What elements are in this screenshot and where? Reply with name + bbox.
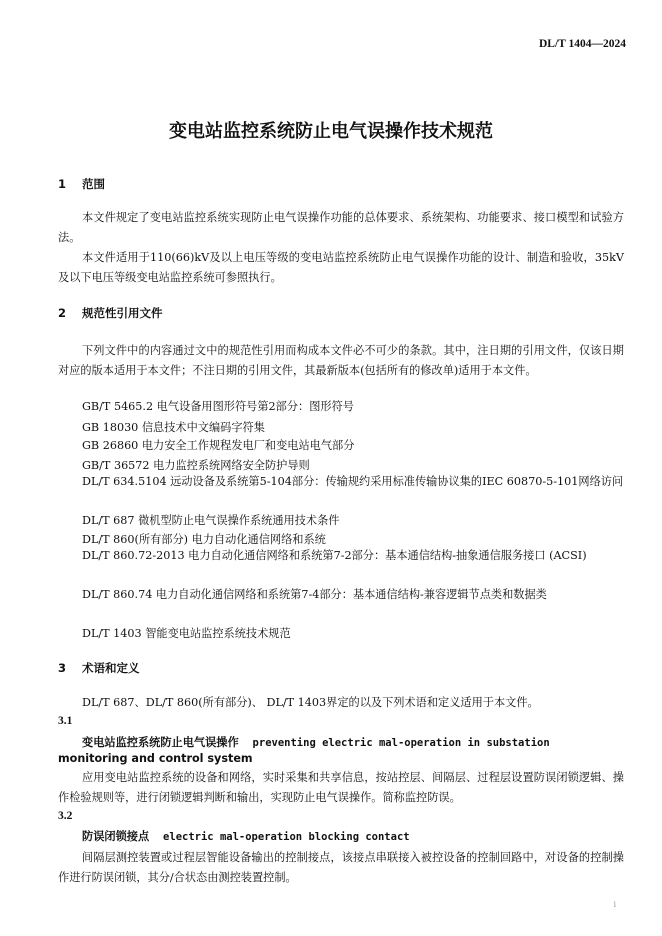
reference-item: DL/T 687 微机型防止电气误操作系统通用技术条件 [82,514,340,527]
reference-item: DL/T 1403 智能变电站监控系统技术规范 [82,627,291,640]
term-definition: 间隔层测控装置或过程层智能设备输出的控制接点，该接点串联接入被控设备的控制回路中，对设备的控制操作进行防误闭锁，其分/合状态由测控装置控制。 [58,851,624,884]
term-definition: 应用变电站监控系统的设备和网络，实时采集和共享信息，按站控层、间隔层、过程层设置防误闭锁逻辑、操作检验规则等，进行闭锁逻辑判断和输出，实现防止电气误操作。简称监控防误。 [58,771,624,804]
section-number: 3 [58,661,67,675]
scope-paragraph: 本文件适用于110(66)kV及以上电压等级的变电站监控系统防止电气误操作功能的设计、制造和验收，35kV及以下电压等级变电站监控系统可参照执行。 [58,251,624,284]
section-3-heading [58,660,140,676]
term-english-continued: monitoring and control system [58,752,253,765]
reference-item: GB 18030 信息技术中文编码字符集 [82,421,265,434]
term-english: electric mal-operation blocking contact [163,831,410,843]
reference-item: DL/T 860.74 电力自动化通信网络和系统第7-4部分：基本通信结构-兼容逻辑节点类和数据类 [82,588,547,601]
normative-references-intro: 下列文件中的内容通过文中的规范性引用而构成本文件必不可少的条款。其中，注日期的引用文件，仅该日期对应的版本适用于本文件；不注日期的引用文件，其最新版本(包括所有的修改单)适用于本文件。 [58,344,624,377]
reference-item: GB/T 36572 电力监控系统网络安全防护导则 [82,459,310,472]
term-chinese: 防误闭锁接点 [82,830,150,843]
term-heading [82,828,410,844]
term-english: preventing electric mal-operation in substation [252,737,550,749]
section-2-heading [58,305,163,321]
scope-paragraph: 本文件规定了变电站监控系统实现防止电气误操作功能的总体要求、系统架构、功能要求、接口模型和试验方法。 [58,211,624,244]
term-heading [82,734,550,750]
reference-item: DL/T 634.5104 远动设备及系统第5-104部分：传输规约采用标准传输协议集的IEC 60870-5-101网络访问 [82,475,624,488]
section-title: 范围 [82,177,106,191]
section-title: 规范性引用文件 [82,306,163,320]
section-title: 术语和定义 [82,661,140,675]
document-title: 变电站监控系统防止电气误操作技术规范 [169,121,493,142]
section-number: 1 [58,177,67,191]
page-mark: i [613,900,616,909]
reference-item: GB/T 5465.2 电气设备用图形符号第2部分：图形符号 [82,400,354,413]
reference-item: DL/T 860(所有部分) 电力自动化通信网络和系统 [82,533,326,546]
reference-item: DL/T 860.72-2013 电力自动化通信网络和系统第7-2部分：基本通信结构-抽象通信服务接口 (ACSI) [82,549,587,562]
section-1-heading [58,176,105,192]
reference-item: GB 26860 电力安全工作规程发电厂和变电站电气部分 [82,439,355,452]
term-number: 3.1 [58,715,73,727]
term-number: 3.2 [58,810,73,822]
terms-intro: DL/T 687、DL/T 860(所有部分)、 DL/T 1403界定的以及下列术语和定义适用于本文件。 [82,696,539,709]
document-code: DL/T 1404—2024 [538,38,626,50]
section-number: 2 [58,306,67,320]
term-chinese: 变电站监控系统防止电气误操作 [82,736,239,749]
